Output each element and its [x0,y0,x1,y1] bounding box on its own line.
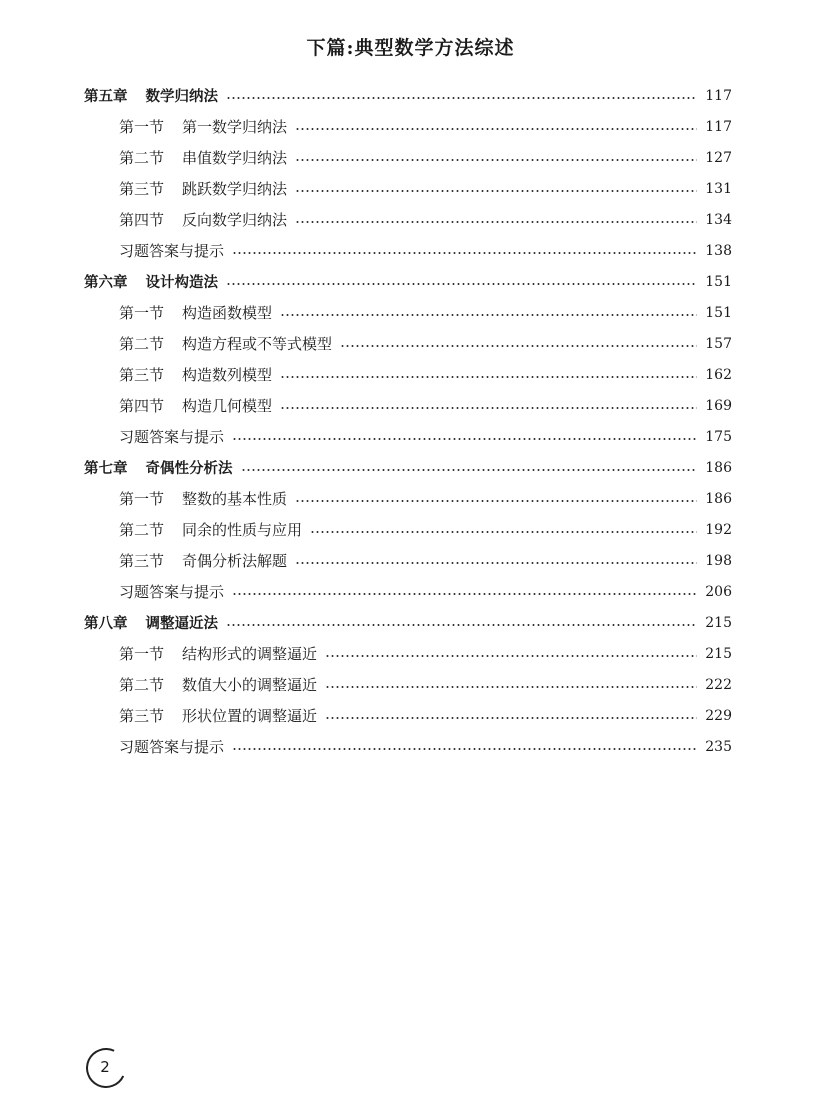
toc-section[interactable] [119,142,732,173]
section-number: 第一节 [119,304,165,322]
section-title: 同余的性质与应用 [182,521,303,539]
page-number: 117 [705,118,732,135]
chapter-number: 第六章 [84,275,128,291]
section-number: 第一节 [119,118,165,136]
toc-chapter[interactable] [84,452,732,483]
dot-leader [295,159,697,161]
toc-section[interactable] [119,204,732,235]
section-number: 第一节 [119,490,165,508]
section-title: 习题答案与提示 [119,428,225,446]
section-title: 反向数学归纳法 [182,211,288,229]
toc-section[interactable] [119,638,732,669]
section-title: 奇偶分析法解题 [182,552,288,570]
dot-leader [295,128,697,130]
page-number: 162 [705,366,732,383]
section-title: 构造方程或不等式模型 [182,335,333,353]
page-number: 215 [705,614,732,631]
toc-answers[interactable] [119,576,732,607]
dot-leader [295,562,697,564]
chapter-title: 奇偶性分析法 [145,461,233,477]
page-number: 235 [705,738,732,755]
section-title: 第一数学归纳法 [182,118,288,136]
page-title: 下篇:典型数学方法综述 [306,37,515,59]
section-title: 结构形式的调整逼近 [182,645,318,663]
section-number: 第三节 [119,180,165,198]
section-title: 构造数列模型 [182,366,273,384]
toc-section[interactable] [119,700,732,731]
dot-leader [325,655,697,657]
dot-leader [232,748,697,750]
toc-answers[interactable] [119,731,732,762]
toc-section[interactable] [119,390,732,421]
page-number: 157 [705,335,732,352]
section-number: 第二节 [119,676,165,694]
dot-leader [232,252,697,254]
chapter-number: 第七章 [84,461,128,477]
section-number: 第二节 [119,149,165,167]
dot-leader [310,531,697,533]
dot-leader [295,190,697,192]
dot-leader [226,624,697,626]
page-number: 186 [705,459,732,476]
chapter-number: 第五章 [84,89,128,105]
section-title: 数值大小的调整逼近 [182,676,318,694]
folio-number: 2 [100,1058,110,1076]
chapter-number: 第八章 [84,616,128,632]
toc-section[interactable] [119,297,732,328]
page-number: 117 [705,87,732,104]
toc-section[interactable] [119,359,732,390]
section-title: 习题答案与提示 [119,242,225,260]
dot-leader [340,345,697,347]
section-number: 第四节 [119,397,165,415]
toc-chapter[interactable] [84,266,732,297]
section-title: 串值数学归纳法 [182,149,288,167]
page-number: 151 [705,273,732,290]
toc-section[interactable] [119,545,732,576]
toc-section[interactable] [119,111,732,142]
section-number: 第三节 [119,552,165,570]
toc-section[interactable] [119,514,732,545]
page-number: 127 [705,149,732,166]
dot-leader [232,593,697,595]
dot-leader [325,717,697,719]
section-number: 第四节 [119,211,165,229]
chapter-title: 设计构造法 [145,275,218,291]
section-number: 第二节 [119,521,165,539]
page-number: 175 [705,428,732,445]
page-number: 131 [705,180,732,197]
toc-answers[interactable] [119,421,732,452]
page-number: 169 [705,397,732,414]
page-number: 215 [705,645,732,662]
dot-leader [241,469,698,471]
page-number: 198 [705,552,732,569]
section-title: 跳跃数学归纳法 [182,180,288,198]
page-number: 151 [705,304,732,321]
section-title: 习题答案与提示 [119,583,225,601]
page-number: 186 [705,490,732,507]
page-number: 138 [705,242,732,259]
section-title: 习题答案与提示 [119,738,225,756]
section-number: 第二节 [119,335,165,353]
page-number: 222 [705,676,732,693]
toc-answers[interactable] [119,235,732,266]
section-title: 构造几何模型 [182,397,273,415]
dot-leader [226,97,697,99]
toc-section[interactable] [119,669,732,700]
dot-leader [280,376,697,378]
dot-leader [232,438,697,440]
toc-section[interactable] [119,328,732,359]
dot-leader [280,407,697,409]
section-number: 第一节 [119,645,165,663]
section-title: 整数的基本性质 [182,490,288,508]
chapter-title: 调整逼近法 [145,616,218,632]
section-title: 形状位置的调整逼近 [182,707,318,725]
dot-leader [226,283,697,285]
page-number: 229 [705,707,732,724]
dot-leader [295,500,697,502]
toc-section[interactable] [119,173,732,204]
page-number: 134 [705,211,732,228]
section-number: 第三节 [119,366,165,384]
toc-chapter[interactable] [84,607,732,638]
dot-leader [295,221,697,223]
section-title: 构造函数模型 [182,304,273,322]
dot-leader [280,314,697,316]
page-number: 192 [705,521,732,538]
page-number: 206 [705,583,732,600]
toc-section[interactable] [119,483,732,514]
dot-leader [325,686,697,688]
toc-chapter[interactable] [84,80,732,111]
chapter-title: 数学归纳法 [145,89,218,105]
section-number: 第三节 [119,707,165,725]
